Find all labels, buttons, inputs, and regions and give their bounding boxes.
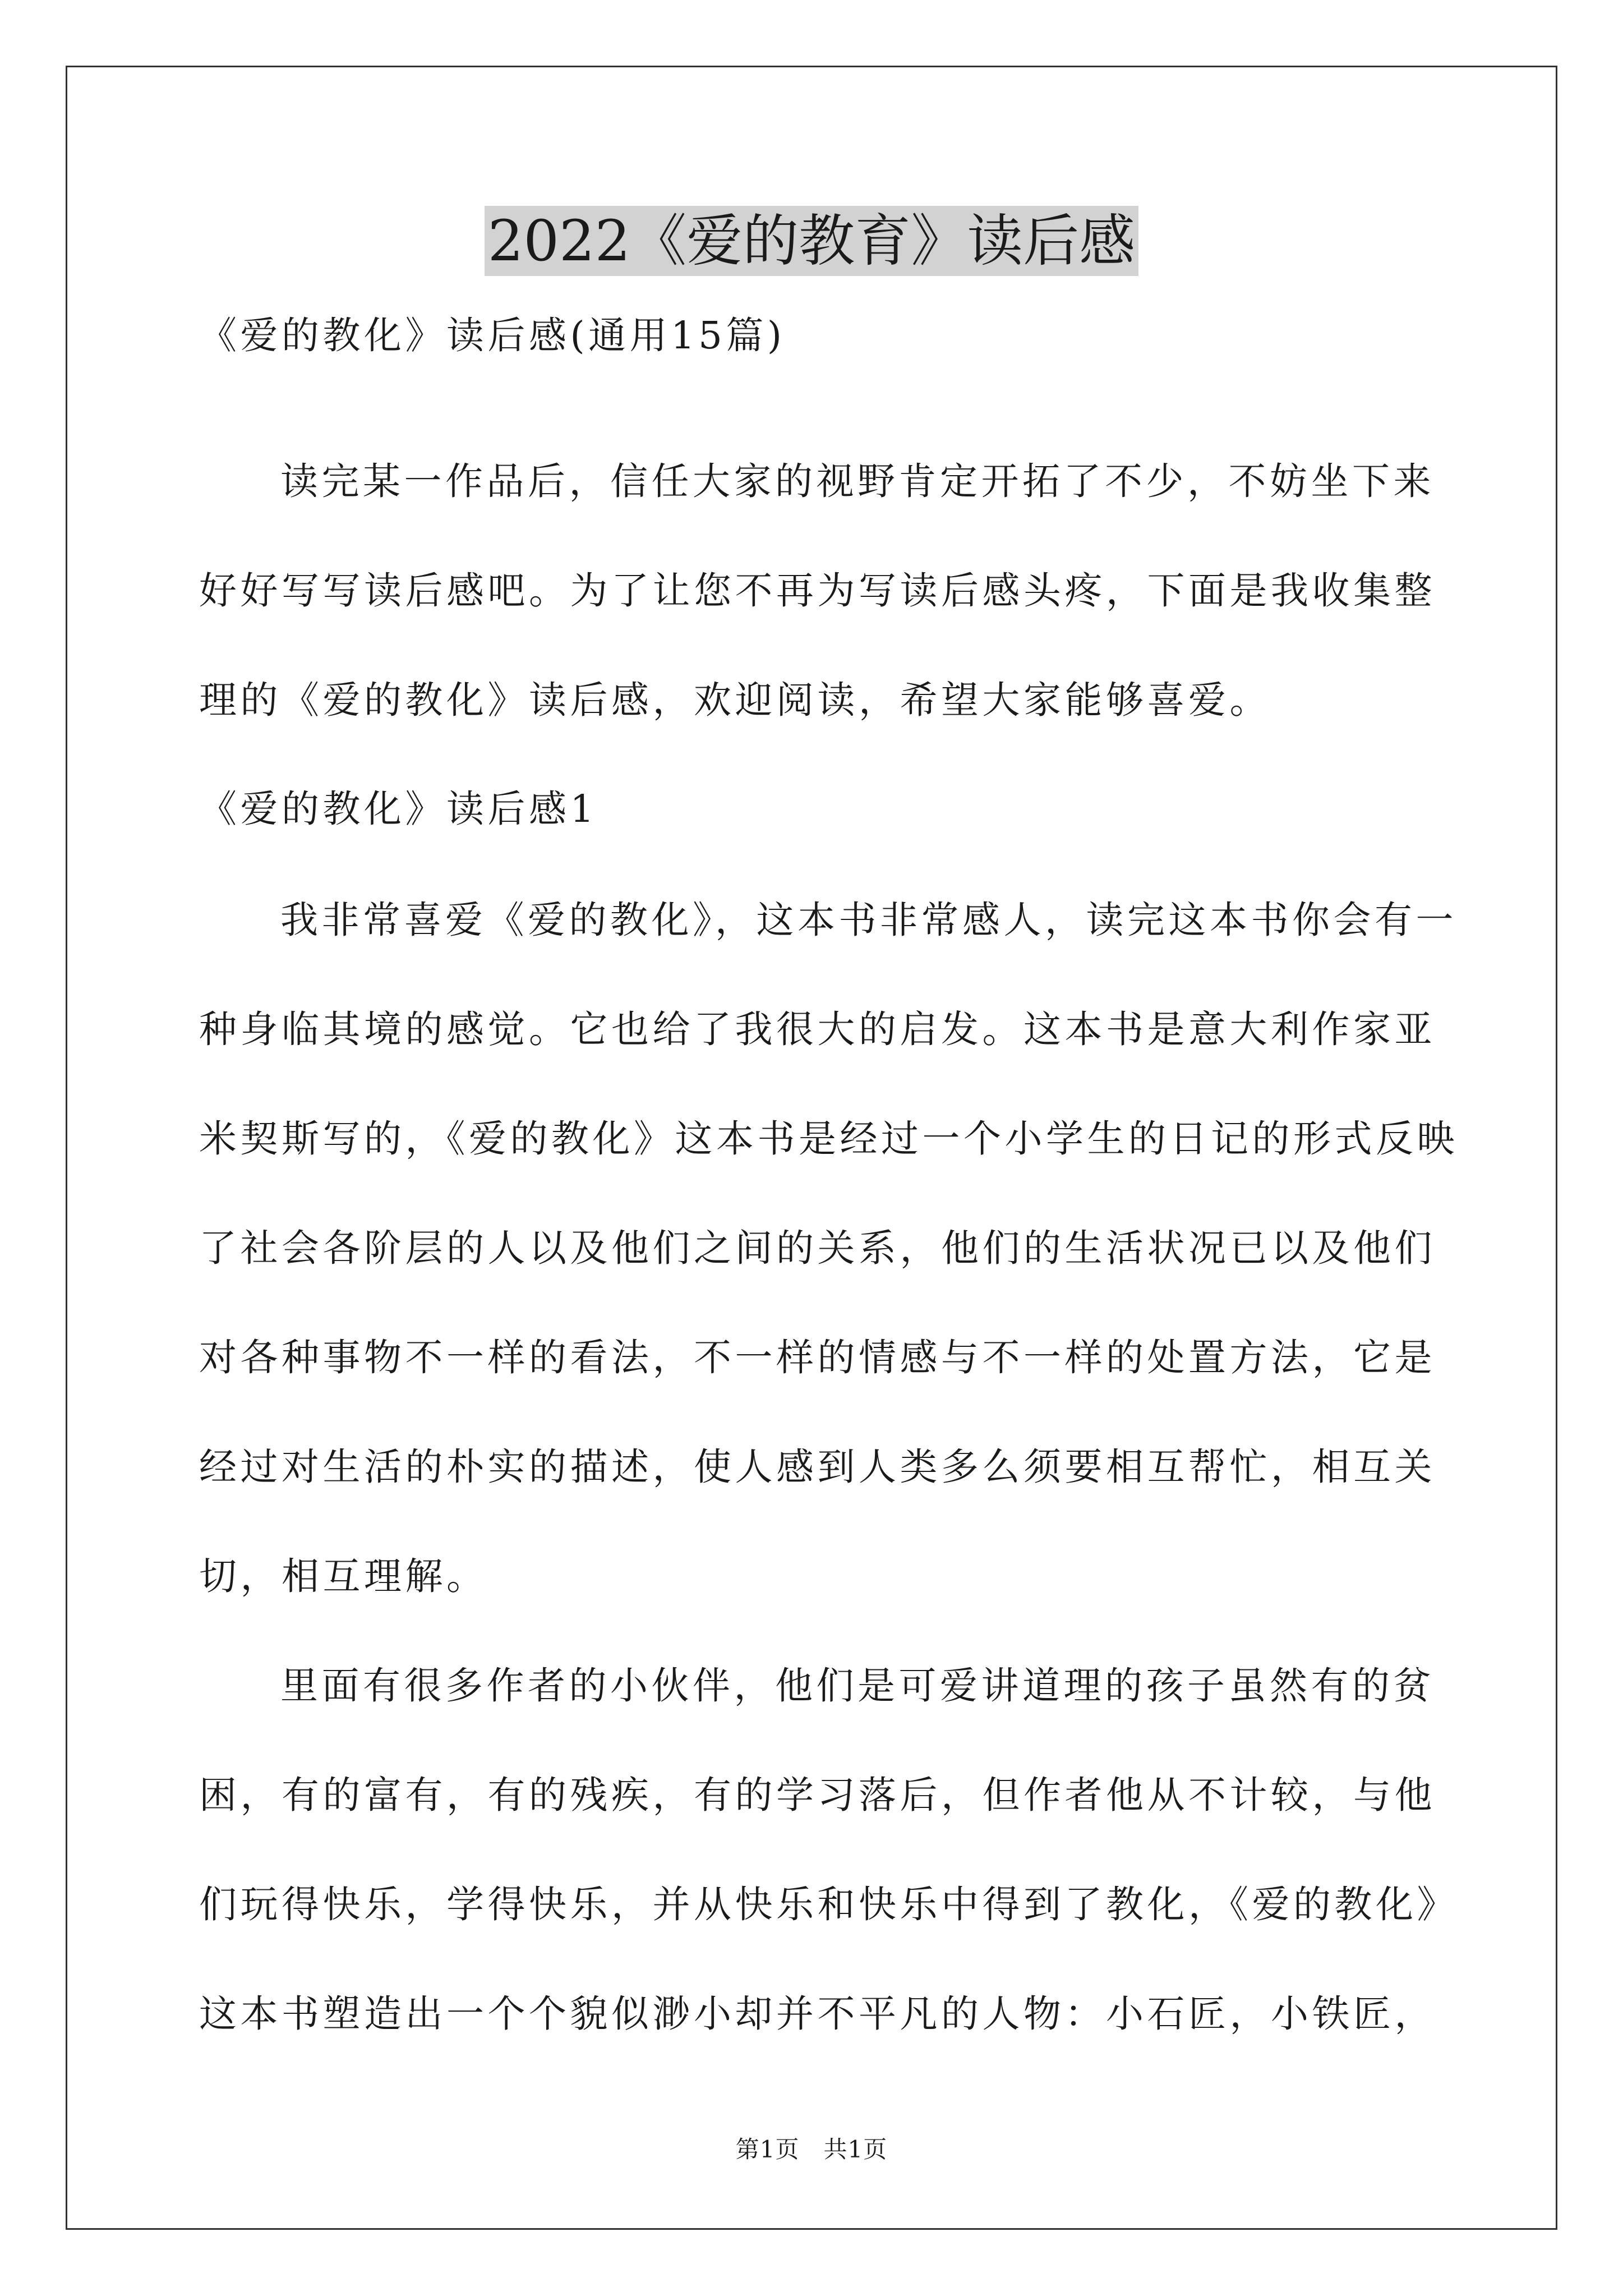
paragraph-line: 我非常喜爱《爱的教化》，这本书非常感人，读完这本书你会有一 xyxy=(280,898,1457,942)
paragraph-line: 经过对生活的朴实的描述，使人感到人类多么须要相互帮忙，相互关 xyxy=(199,1445,1436,1489)
paragraph-line: 好好写写读后感吧。为了让您不再为写读后感头疼，下面是我收集整 xyxy=(199,569,1436,613)
paragraph-line: 里面有很多作者的小伙伴，他们是可爱讲道理的孩子虽然有的贫 xyxy=(280,1664,1435,1708)
paragraph-line: 了社会各阶层的人以及他们之间的关系，他们的生活状况已以及他们 xyxy=(199,1226,1436,1270)
paragraph-line: 困，有的富有，有的残疾，有的学习落后，但作者他从不计较，与他 xyxy=(199,1773,1436,1817)
subtitle: 《爱的教化》读后感(通用15篇) xyxy=(199,314,786,357)
paragraph-line: 米契斯写的，《爱的教化》这本书是经过一个小学生的日记的形式反映 xyxy=(199,1117,1458,1161)
paragraph-line: 对各种事物不一样的看法，不一样的情感与不一样的处置方法，它是 xyxy=(199,1336,1436,1379)
paragraph-line: 种身临其境的感觉。它也给了我很大的启发。这本书是意大利作家亚 xyxy=(199,1007,1436,1051)
section-heading: 《爱的教化》读后感1 xyxy=(199,787,598,831)
paragraph-line: 读完某一作品后，信任大家的视野肯定开拓了不少，不妨坐下来 xyxy=(280,459,1435,503)
paragraph-line: 这本书塑造出一个个貌似渺小却并不平凡的人物：小石匠，小铁匠， xyxy=(199,1992,1436,2036)
page-title xyxy=(0,205,1623,278)
title-text: 2022《爱的教育》读后感 xyxy=(485,206,1139,276)
paragraph-line: 切，相互理解。 xyxy=(199,1554,488,1598)
page-number: 第1页 共1页 xyxy=(735,2136,888,2163)
paragraph-line: 们玩得快乐，学得快乐，并从快乐和快乐中得到了教化，《爱的教化》 xyxy=(199,1883,1458,1926)
paragraph-line: 理的《爱的教化》读后感，欢迎阅读，希望大家能够喜爱。 xyxy=(199,678,1271,722)
